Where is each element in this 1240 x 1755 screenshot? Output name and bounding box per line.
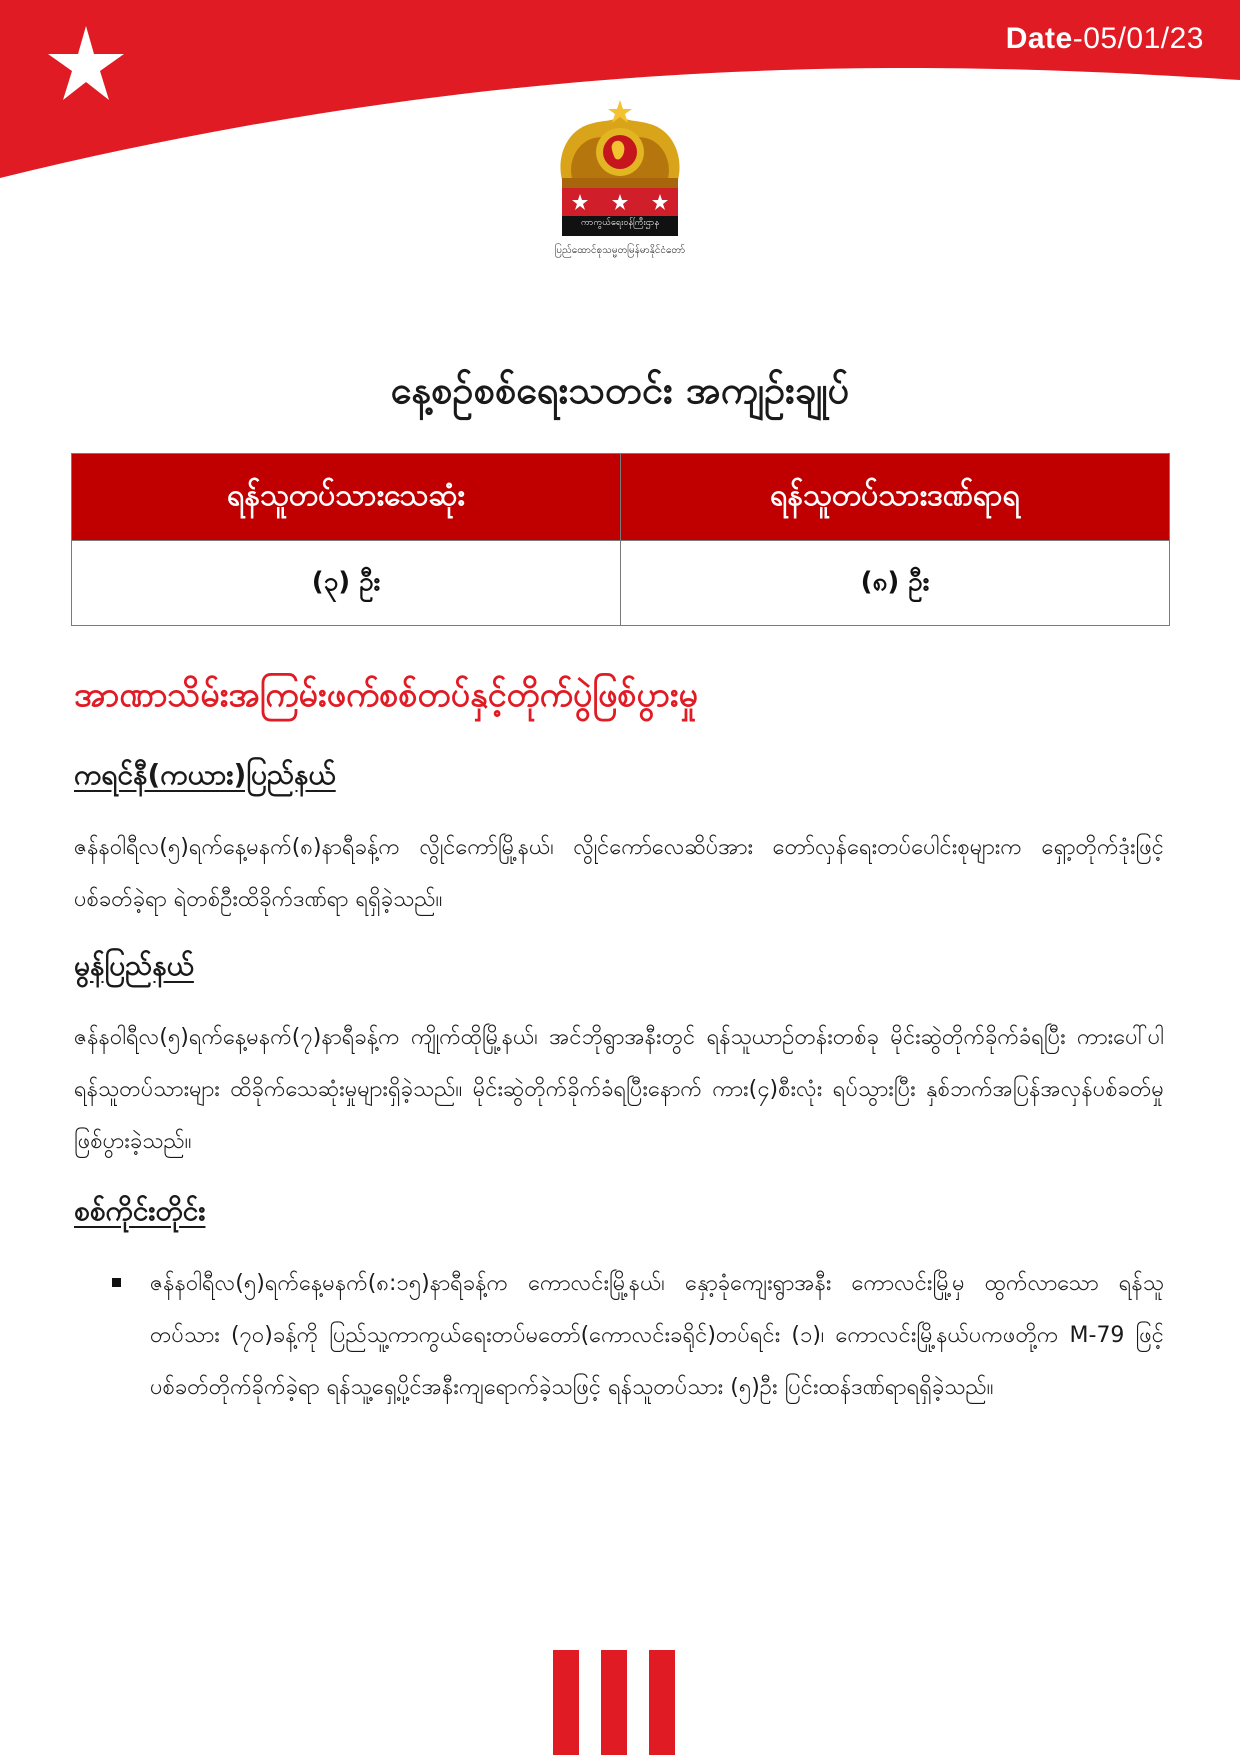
footer-bars-decoration — [0, 1650, 1240, 1755]
list-item — [100, 1258, 1164, 1414]
region-heading-sagaing: စစ်ကိုင်းတိုင်း — [74, 1194, 206, 1227]
section-heading: အာဏာသိမ်းအကြမ်းဖက်စစ်တပ်နှင့်တိုက်ပွဲဖြစ်ပွားမှု — [74, 675, 698, 715]
summary-table — [71, 453, 1170, 626]
state-emblem-icon — [550, 100, 690, 290]
emblem-caption-bottom: ပြည်ထောင်စုသမ္မတမြန်မာနိုင်ငံတော် — [554, 245, 686, 256]
emblem-caption-top: ကာကွယ်ရေးဝန်ကြီးဌာန — [580, 218, 660, 228]
killed-count: (၃) ဦး — [72, 541, 621, 626]
date-label: Date-05/01/23 — [1005, 22, 1204, 55]
region-heading-mon: မွန်ပြည်နယ် — [74, 949, 194, 982]
column-header-wounded: ရန်သူတပ်သားဒဏ်ရာရ — [621, 454, 1170, 541]
wounded-count: (၈) ဦး — [621, 541, 1170, 626]
region-paragraph-mon: ဇန်နဝါရီလ(၅)ရက်နေ့မနက်(၇)နာရီခန့်က ကျိုက်ထိုမြို့နယ်၊ အင်ဘိုရွာအနီးတွင် ရန်သူယာဉ်တန်းတစ်ခု မိုင်းဆွဲတိုက်ခိုက်ခံရပြီး ကားပေါ်ပါ ရန်သူတပ်သားများ ထိခိုက်သေဆုံးမှုများရှိခဲ့သည်။ မိုင်းဆွဲတိုက်ခိုက်ခံရပြီးနောက် ကား(၄)စီးလုံး ရပ်သွားပြီး နှစ်ဘက်အပြန်အလှန်ပစ်ခတ်မှုဖြစ်ပွားခဲ့သည်။ — [74, 1025, 1164, 1154]
bullet-text: ဇန်နဝါရီလ(၅)ရက်နေ့မနက်(၈:၁၅)နာရီခန့်က ကောလင်းမြို့နယ်၊ နှော့ခုံကျေးရွာအနီး ကောလင်းမြို့မှ ထွက်လာသော ရန်သူတပ်သား (၇၀)ခန့်ကို ပြည်သူ့ကာကွယ်ရေးတပ်မတော်(ကောလင်းခရိုင်)တပ်ရင်း (၁)၊ ကောလင်းမြို့နယ်ပကဖတို့က M-79 ဖြင့်ပစ်ခတ်တိုက်ခိုက်ခဲ့ရာ ရန်သူ့ရှေ့ပို့င်အနီးကျရောက်ခဲ့သဖြင့် ရန်သူတပ်သား (၅)ဦး ပြင်းထန်ဒဏ်ရာရရှိခဲ့သည်။ — [150, 1271, 1164, 1400]
page-title: နေ့စဉ်စစ်ရေးသတင်း အကျဉ်းချုပ် — [390, 368, 850, 412]
sagaing-bullet-list — [100, 1258, 1164, 1414]
column-header-killed: ရန်သူတပ်သားသေဆုံး — [72, 454, 621, 541]
region-heading-karenni: ကရင်နီ(ကယား)ပြည်နယ် — [74, 758, 336, 791]
region-paragraph-karenni: ဇန်နဝါရီလ(၅)ရက်နေ့မနက်(၈)နာရီခန့်က လွိုင်ကော်မြို့နယ်၊ လွိုင်ကော်လေဆိပ်အား တော်လှန်ရေးတပ်ပေါင်းစုများက ရှော့တိုက်ဒုံးဖြင့်ပစ်ခတ်ခဲ့ရာ ရဲတစ်ဦးထိခိုက်ဒဏ်ရာ ရရှိခဲ့သည်။ — [74, 835, 1164, 912]
table-row — [72, 541, 1170, 626]
bullet-square-icon — [112, 1278, 121, 1287]
